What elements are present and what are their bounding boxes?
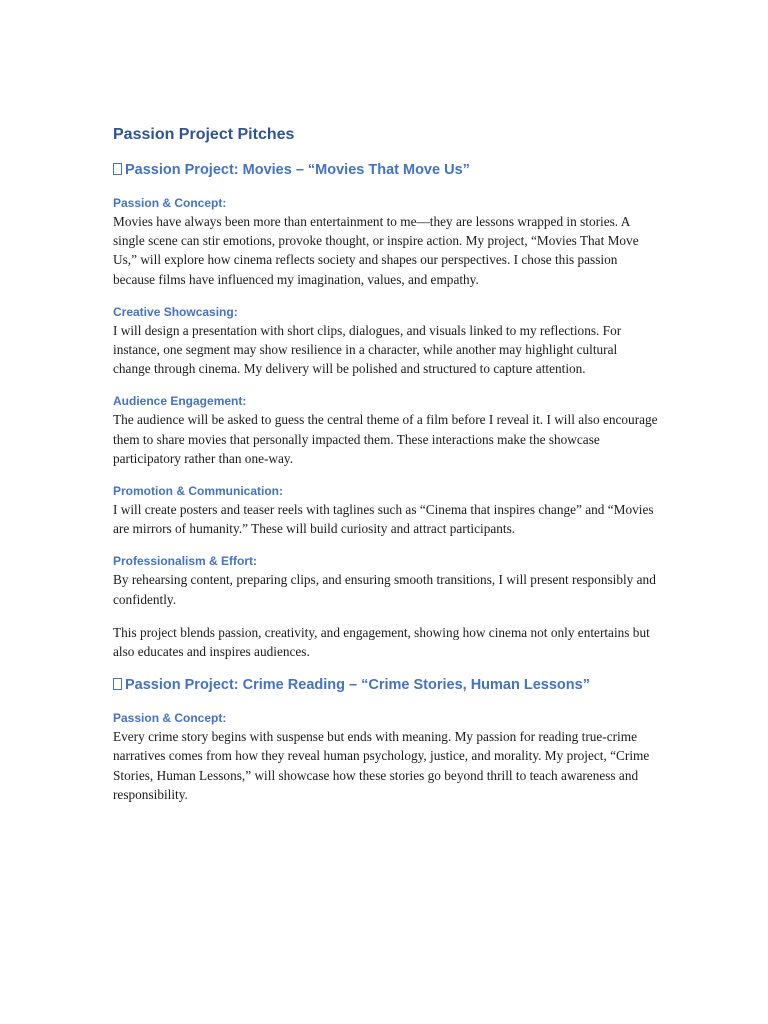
section-label: Professionalism & Effort: [113, 554, 258, 569]
section-passion-concept [113, 194, 658, 289]
section-promotion-communication [113, 482, 658, 538]
section-text: I will design a presentation with short clips, dialogues, and visuals linked to my reflections. For instance, one segment may show resilience in a character, while another may highlight cultural change through cinema. My delivery will be polished and structured to capture attention. [113, 322, 622, 377]
section-text: Movies have always been more than entertainment to me—they are lessons wrapped in stories. A single scene can stir emotions, provoke thought, or inspire action. My project, “Movies That Move Us,” will explore how cinema reflects society and shapes our perspectives. I chose this passion because films have influenced my imagination, values, and empathy. [113, 214, 639, 287]
project-movies [113, 160, 658, 661]
project-heading [113, 675, 658, 695]
section-creative-showcasing [113, 303, 658, 379]
section-text: By rehearsing content, preparing clips, and ensuring smooth transitions, I will present responsibly and confidently. [113, 572, 656, 607]
closing-paragraph: This project blends passion, creativity, and engagement, showing how cinema not only entertains but also educates and inspires audiences. [113, 624, 650, 660]
section-label: Audience Engagement: [113, 394, 247, 409]
document-page [113, 124, 658, 818]
section-label: Creative Showcasing: [113, 304, 238, 319]
project-crime-reading [113, 675, 658, 804]
project-heading-text: Passion Project: Movies – “Movies That Move Us” [125, 162, 470, 178]
section-label: Promotion & Communication: [113, 484, 283, 499]
section-passion-concept [113, 709, 658, 804]
section-text: Every crime story begins with suspense but ends with meaning. My passion for reading true-crime narratives comes from how they reveal human psychology, justice, and morality. My project, “Crime Stories, Human Lessons,” will showcase how these stories go beyond thrill to teach awareness and responsibility. [113, 729, 650, 802]
page-title: Passion Project Pitches [113, 126, 295, 143]
section-audience-engagement [113, 392, 658, 468]
section-label: Passion & Concept: [113, 196, 227, 210]
project-heading-text: Passion Project: Crime Reading – “Crime Stories, Human Lessons” [125, 677, 590, 694]
section-label: Passion & Concept: [113, 711, 227, 726]
section-professionalism-effort [113, 552, 658, 608]
section-text: The audience will be asked to guess the central theme of a film before I reveal it. I will also encourage them to share movies that personally impacted them. These interactions make the showcase participatory rather than one-way. [113, 412, 658, 466]
missing-glyph-icon [113, 163, 122, 175]
section-text: I will create posters and teaser reels with taglines such as “Cinema that inspires change” and “Movies are mirrors of humanity.” These will build curiosity and attract participants. [113, 502, 654, 537]
project-heading [113, 160, 658, 180]
missing-glyph-icon [113, 678, 122, 690]
